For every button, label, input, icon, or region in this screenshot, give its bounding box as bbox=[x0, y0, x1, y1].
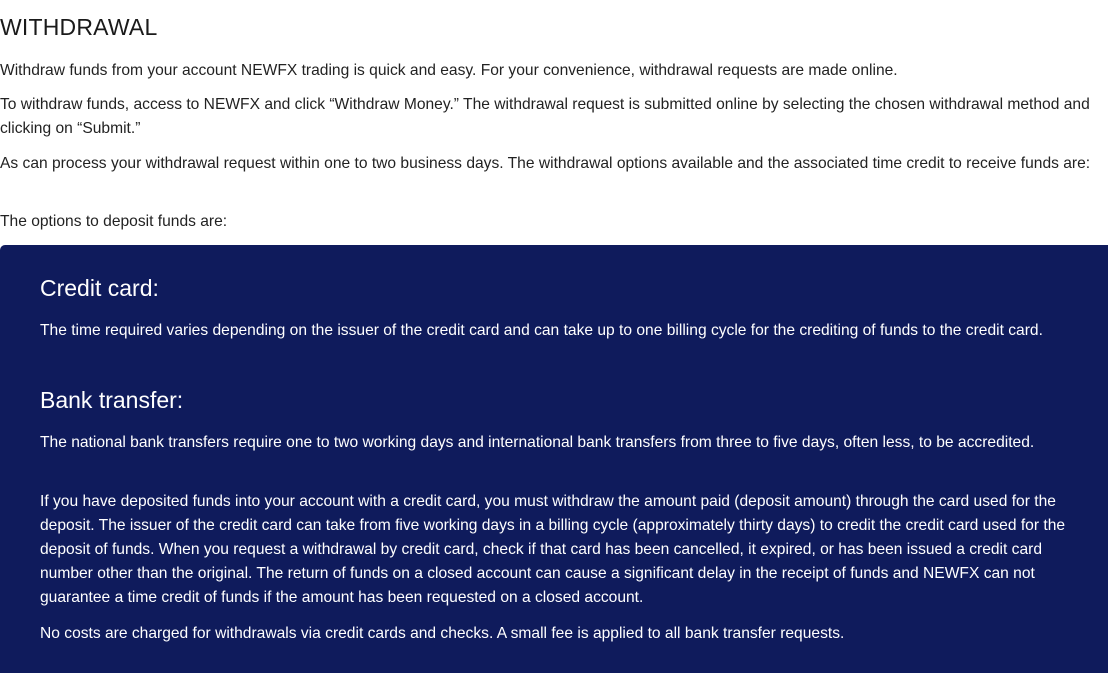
intro-paragraph-2: To withdraw funds, access to NEWFX and click “Withdraw Money.” The withdrawal request is submitted online by selecting the chosen withdrawal method and clicking on “Submit.” bbox=[0, 96, 1090, 137]
bank-transfer-text-3: No costs are charged for withdrawals via credit cards and checks. A small fee is applied to all bank transfer requests. bbox=[40, 625, 845, 642]
intro-paragraph-1: Withdraw funds from your account NEWFX trading is quick and easy. For your convenience, withdrawal requests are made online. bbox=[0, 62, 898, 79]
bank-transfer-text-2: If you have deposited funds into your account with a credit card, you must withdraw the amount paid (deposit amount) through the card used for the deposit. The issuer of the credit card can take from five working days in a billing cycle (approximately thirty days) to credit the credit card used for the deposit of funds. When you request a withdrawal by credit card, check if that card has been cancelled, it expired, or has been issued a credit card number other than the original. The return of funds on a closed account can cause a significant delay in the receipt of funds and NEWFX can not guarantee a time credit of funds if the amount has been requested on a closed account. bbox=[40, 493, 1066, 606]
credit-card-text: The time required varies depending on the issuer of the credit card and can take up to one billing cycle for the crediting of funds to the credit card. bbox=[40, 322, 1043, 339]
credit-card-heading: Credit card: bbox=[40, 275, 159, 301]
intro-paragraph-3: As can process your withdrawal request within one to two business days. The withdrawal options available and the associated time credit to receive funds are: bbox=[0, 155, 1091, 172]
bank-transfer-text-1: The national bank transfers require one to two working days and international bank transfers from three to five days, often less, to be accredited. bbox=[40, 434, 1035, 451]
bank-transfer-heading: Bank transfer: bbox=[40, 387, 184, 413]
withdrawal-options-panel bbox=[0, 245, 1108, 673]
page-title: WITHDRAWAL bbox=[0, 14, 158, 40]
intro-paragraph-4: The options to deposit funds are: bbox=[0, 213, 228, 230]
